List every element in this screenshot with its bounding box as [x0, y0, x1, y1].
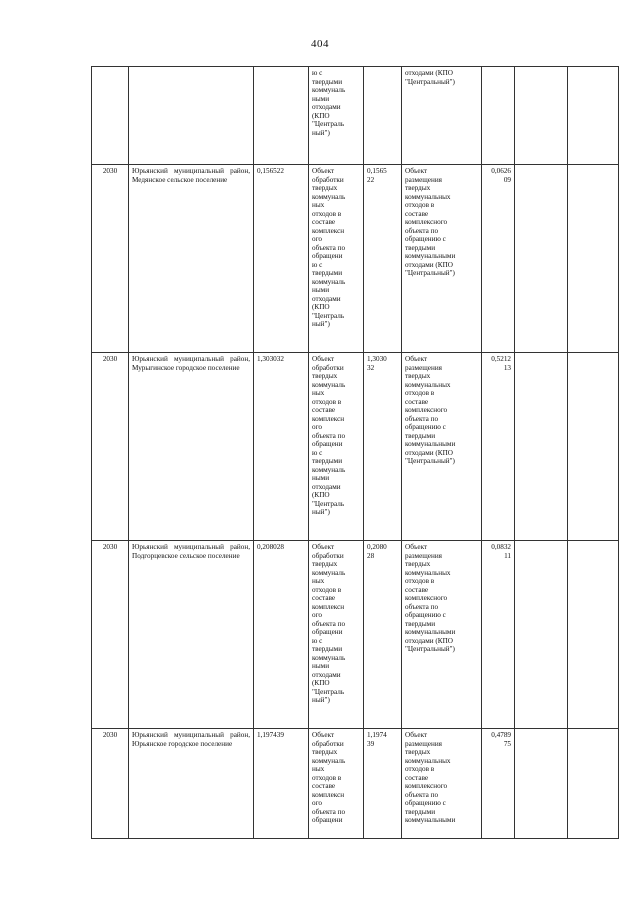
- empty-cell: [515, 541, 568, 729]
- processing-object-cell: ю с твердыми коммуналь ными отходами (КПО "Централь ный"): [309, 67, 364, 165]
- empty-cell: [515, 353, 568, 541]
- value-c-cell: 0,5212 13: [482, 353, 515, 541]
- value-c-cell: 0,0832 11: [482, 541, 515, 729]
- table-row: [92, 165, 619, 353]
- empty-cell: [568, 67, 619, 165]
- value-b-cell: [364, 67, 402, 165]
- value-a-cell: 1,197439: [254, 729, 309, 839]
- empty-cell: [515, 67, 568, 165]
- empty-cell: [568, 353, 619, 541]
- placement-object-cell: Объект размещения твердых коммунальных отходов в составе комплексного объекта по обращению с твердыми коммунальными отходами (КПО "Центральный"): [402, 353, 482, 541]
- value-b-cell: 1,1974 39: [364, 729, 402, 839]
- value-c-cell: [482, 67, 515, 165]
- value-b-cell: 1,3030 32: [364, 353, 402, 541]
- territory-cell: Юрьянский муниципальный район, Юрьянское городское поселение: [129, 729, 254, 839]
- processing-object-cell: Объект обработки твердых коммуналь ных отходов в составе комплексн ого объекта по обращени ю с твердыми коммуналь ными отходами (КПО "Централь ный"): [309, 353, 364, 541]
- year-cell: 2030: [92, 541, 129, 729]
- territory-cell: Юрьянский муниципальный район, Медянское сельское поселение: [129, 165, 254, 353]
- value-a-cell: 0,208028: [254, 541, 309, 729]
- value-c-cell: 0,0626 09: [482, 165, 515, 353]
- placement-object-cell: Объект размещения твердых коммунальных отходов в составе комплексного объекта по обращению с твердыми коммунальными отходами (КПО "Центральный"): [402, 165, 482, 353]
- territory-cell: Юрьянский муниципальный район, Мурыгинское городское поселение: [129, 353, 254, 541]
- year-cell: 2030: [92, 353, 129, 541]
- table-row: [92, 67, 619, 165]
- empty-cell: [515, 729, 568, 839]
- territory-cell: [129, 67, 254, 165]
- value-a-cell: [254, 67, 309, 165]
- waste-objects-table: [91, 66, 619, 839]
- page-number: 404: [311, 38, 329, 50]
- value-b-cell: 0,1565 22: [364, 165, 402, 353]
- territory-cell: Юрьянский муниципальный район, Подгорцевское сельское поселение: [129, 541, 254, 729]
- placement-object-cell: Объект размещения твердых коммунальных отходов в составе комплексного объекта по обращению с твердыми коммунальными: [402, 729, 482, 839]
- table-row: [92, 353, 619, 541]
- empty-cell: [515, 165, 568, 353]
- value-a-cell: 0,156522: [254, 165, 309, 353]
- value-c-cell: 0,4789 75: [482, 729, 515, 839]
- table-row: [92, 541, 619, 729]
- placement-object-cell: Объект размещения твердых коммунальных отходов в составе комплексного объекта по обращению с твердыми коммунальными отходами (КПО "Центральный"): [402, 541, 482, 729]
- processing-object-cell: Объект обработки твердых коммуналь ных отходов в составе комплексн ого объекта по обращени: [309, 729, 364, 839]
- value-a-cell: 1,303032: [254, 353, 309, 541]
- year-cell: 2030: [92, 729, 129, 839]
- empty-cell: [568, 729, 619, 839]
- year-cell: 2030: [92, 165, 129, 353]
- empty-cell: [568, 165, 619, 353]
- empty-cell: [568, 541, 619, 729]
- value-b-cell: 0,2080 28: [364, 541, 402, 729]
- placement-object-cell: отходами (КПО "Центральный"): [402, 67, 482, 165]
- year-cell: [92, 67, 129, 165]
- processing-object-cell: Объект обработки твердых коммуналь ных отходов в составе комплексн ого объекта по обращени ю с твердыми коммуналь ными отходами (КПО "Централь ный"): [309, 541, 364, 729]
- table-row: [92, 729, 619, 839]
- processing-object-cell: Объект обработки твердых коммуналь ных отходов в составе комплексн ого объекта по обращени ю с твердыми коммуналь ными отходами (КПО "Централь ный"): [309, 165, 364, 353]
